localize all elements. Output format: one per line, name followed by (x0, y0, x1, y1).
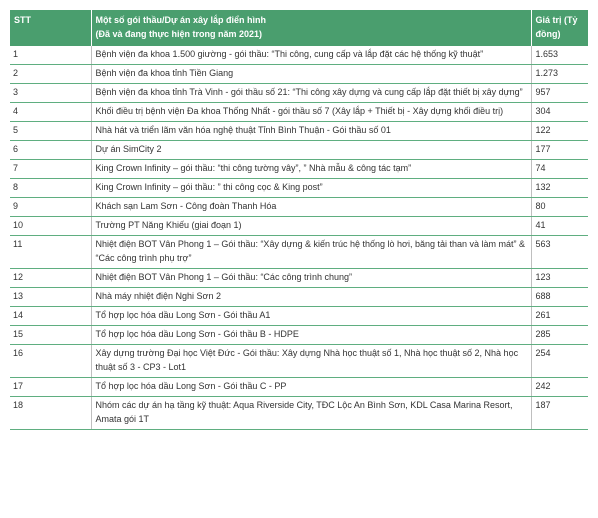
header-stt-label: STT (14, 15, 31, 25)
row-value: 304 (531, 103, 588, 122)
row-stt: 15 (10, 326, 91, 345)
row-stt: 11 (10, 236, 91, 269)
row-value: 261 (531, 307, 588, 326)
row-value: 177 (531, 141, 588, 160)
row-project: Nhiệt điện BOT Vân Phong 1 – Gói thầu: “Các công trình chung” (91, 269, 531, 288)
row-stt: 16 (10, 345, 91, 378)
row-project: Tổ hợp lọc hóa dầu Long Sơn - Gói thầu B - HDPE (91, 326, 531, 345)
row-project: Nhà hát và triển lãm văn hóa nghệ thuật Tỉnh Bình Thuận - Gói thầu số 01 (91, 122, 531, 141)
row-value: 122 (531, 122, 588, 141)
row-value: 1.273 (531, 65, 588, 84)
table-row (10, 122, 588, 141)
row-value: 285 (531, 326, 588, 345)
row-value: 74 (531, 160, 588, 179)
row-value: 957 (531, 84, 588, 103)
row-stt: 14 (10, 307, 91, 326)
row-value: 41 (531, 217, 588, 236)
row-stt: 4 (10, 103, 91, 122)
table-row (10, 269, 588, 288)
row-value: 187 (531, 397, 588, 430)
header-value-line2: đồng) (535, 29, 561, 39)
header-stt (10, 10, 91, 46)
table-row (10, 288, 588, 307)
row-value: 254 (531, 345, 588, 378)
table-row (10, 160, 588, 179)
row-project: Khối điều trị bệnh viện Đa khoa Thống Nhất - gói thầu số 7 (Xây lắp + Thiết bị - Xây dựng khối điều trị) (91, 103, 531, 122)
projects-table-container (10, 10, 588, 430)
row-stt: 5 (10, 122, 91, 141)
row-project: Xây dựng trường Đại học Việt Đức - Gói thầu: Xây dựng Nhà học thuật số 1, Nhà học thuật số 2, Nhà học thuật số 3 - CP3 - Lot1 (91, 345, 531, 378)
table-row (10, 84, 588, 103)
row-project: Bệnh viện đa khoa tỉnh Tiền Giang (91, 65, 531, 84)
header-value (531, 10, 588, 46)
row-stt: 3 (10, 84, 91, 103)
row-value: 242 (531, 378, 588, 397)
row-project: Dự án SimCity 2 (91, 141, 531, 160)
row-project: Bệnh viện đa khoa 1.500 giường - gói thầu: “Thi công, cung cấp và lắp đặt các hệ thống kỹ thuật” (91, 46, 531, 65)
header-project (91, 10, 531, 46)
row-value: 1.653 (531, 46, 588, 65)
row-value: 132 (531, 179, 588, 198)
table-row (10, 236, 588, 269)
row-value: 80 (531, 198, 588, 217)
table-row (10, 397, 588, 430)
header-project-line1: Một số gói thầu/Dự án xây lắp điển hình (95, 15, 267, 25)
table-row (10, 345, 588, 378)
row-project: Nhiệt điện BOT Vân Phong 1 – Gói thầu: “Xây dựng & kiến trúc hệ thống lò hơi, băng tải than và làm mát” & “Các công trình phụ trợ” (91, 236, 531, 269)
table-row (10, 141, 588, 160)
row-project: Tổ hợp lọc hóa dầu Long Sơn - Gói thầu A1 (91, 307, 531, 326)
table-row (10, 378, 588, 397)
table-row (10, 179, 588, 198)
row-project: Tổ hợp lọc hóa dầu Long Sơn - Gói thầu C - PP (91, 378, 531, 397)
table-row (10, 326, 588, 345)
row-project: King Crown Infinity – gói thầu: ” thi công cọc & King post” (91, 179, 531, 198)
row-stt: 1 (10, 46, 91, 65)
header-value-line1: Giá trị (Tỷ (535, 15, 578, 25)
row-stt: 7 (10, 160, 91, 179)
projects-table (10, 10, 588, 430)
row-stt: 6 (10, 141, 91, 160)
row-stt: 2 (10, 65, 91, 84)
row-value: 563 (531, 236, 588, 269)
table-row (10, 217, 588, 236)
row-project: Nhóm các dự án hạ tầng kỹ thuật: Aqua Riverside City, TĐC Lộc An Bình Sơn, KDL Casa Marina Resort, Amata gói 1T (91, 397, 531, 430)
row-project: Trường PT Năng Khiếu (giai đoạn 1) (91, 217, 531, 236)
row-value: 123 (531, 269, 588, 288)
row-project: Bệnh viện đa khoa tỉnh Trà Vinh - gói thầu số 21: “Thi công xây dựng và cung cấp lắp đặt thiết bị xây dựng” (91, 84, 531, 103)
table-header (10, 10, 588, 46)
table-row (10, 65, 588, 84)
row-value: 688 (531, 288, 588, 307)
row-project: King Crown Infinity – gói thầu: “thi công tường vây”, ” Nhà mẫu & công tác tạm” (91, 160, 531, 179)
table-row (10, 307, 588, 326)
table-row (10, 46, 588, 65)
table-row (10, 198, 588, 217)
header-project-line2: (Đã và đang thực hiện trong năm 2021) (95, 29, 263, 39)
row-stt: 12 (10, 269, 91, 288)
row-stt: 9 (10, 198, 91, 217)
header-row (10, 10, 588, 46)
row-stt: 18 (10, 397, 91, 430)
table-row (10, 103, 588, 122)
row-stt: 10 (10, 217, 91, 236)
row-stt: 13 (10, 288, 91, 307)
table-body (10, 46, 588, 430)
row-stt: 8 (10, 179, 91, 198)
row-project: Nhà máy nhiệt điện Nghi Sơn 2 (91, 288, 531, 307)
row-project: Khách sạn Lam Sơn - Công đoàn Thanh Hóa (91, 198, 531, 217)
row-stt: 17 (10, 378, 91, 397)
